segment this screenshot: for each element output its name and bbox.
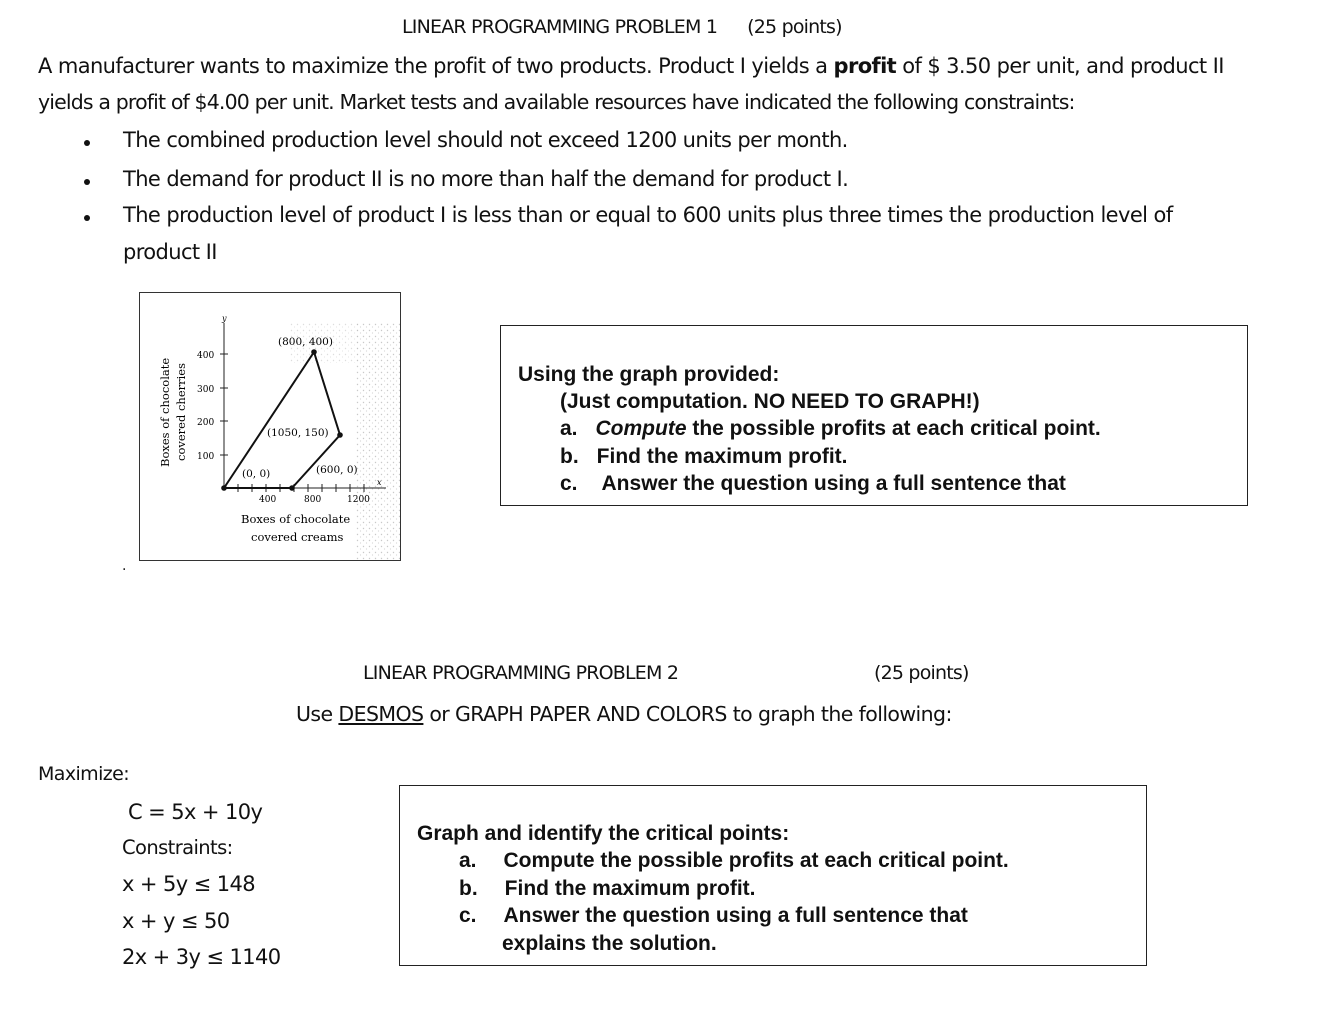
item-letter: b. (459, 877, 478, 900)
compute-emphasis: Compute (595, 417, 687, 440)
bullet-dot (84, 215, 90, 221)
box2-item-c: c. Answer the question using a full sentence that (459, 904, 968, 927)
feasible-region-graph (139, 292, 401, 561)
problem2-instruction-box (399, 785, 1147, 966)
item-letter: c. (459, 904, 477, 927)
vertex-label: (1050, 150) (267, 427, 329, 439)
problem1-points: (25 points) (747, 16, 842, 38)
constraint-bullet-3: The production level of product I is less than or equal to 600 units plus three times the production level of (123, 203, 1173, 227)
y-tick-label: 100 (197, 452, 215, 462)
y-tick-label: 300 (197, 385, 215, 395)
box2-item-a: a. Compute the possible profits at each critical point. (459, 849, 1009, 872)
x-tick-label: 800 (304, 495, 322, 505)
box1-heading: Using the graph provided: (518, 363, 780, 386)
y-axis-title: covered cherries (174, 362, 188, 461)
problem2-instructions: Use DESMOS or GRAPH PAPER AND COLORS to graph the following: (296, 702, 952, 726)
item-letter: b. (560, 445, 579, 468)
x-axis-title: covered creams (251, 530, 344, 544)
item-letter: c. (560, 472, 578, 495)
constraint-1: x + 5y ≤ 148 (122, 872, 255, 896)
problem1-intro-line2: yields a profit of $4.00 per unit. Market tests and available resources have indicated the following constraints: (38, 90, 1075, 114)
box1-item-c: c. Answer the question using a full sentence that (560, 472, 1066, 495)
problem1-instruction-box (500, 325, 1248, 506)
desmos-link[interactable]: DESMOS (338, 702, 424, 726)
box2-item-b: b. Find the maximum profit. (459, 877, 756, 900)
vertex-point (337, 432, 343, 438)
vertex-point (289, 485, 295, 491)
constraint-bullet-1: The combined production level should not exceed 1200 units per month. (123, 128, 848, 152)
constraint-bullet-3-cont: product II (123, 240, 217, 264)
y-axis-letter: y (222, 314, 227, 323)
box2-heading: Graph and identify the critical points: (417, 822, 790, 845)
problem1-intro-line1: A manufacturer wants to maximize the profit of two products. Product I yields a profit of $ 3.50 per unit, and product II (38, 54, 1224, 78)
x-tick-label: 1200 (347, 495, 370, 505)
box1-item-a: a. Compute the possible profits at each critical point. (560, 417, 1101, 440)
vertex-label: (800, 400) (278, 336, 333, 348)
stray-dot: . (122, 558, 127, 574)
bullet-dot (84, 179, 90, 185)
problem1-title: LINEAR PROGRAMMING PROBLEM 1 (25 points) (402, 16, 842, 38)
x-axis-letter: x (377, 478, 382, 487)
scan-texture (355, 323, 400, 560)
y-tick-label: 400 (197, 351, 215, 361)
profit-emphasis: profit (833, 54, 897, 78)
bullet-dot (84, 140, 90, 146)
item-letter: a. (459, 849, 477, 872)
vertex-label: (0, 0) (242, 468, 271, 480)
y-tick-label: 200 (197, 418, 215, 428)
objective-function: C = 5x + 10y (128, 800, 263, 824)
constraint-2: x + y ≤ 50 (122, 909, 230, 933)
x-axis-title: Boxes of chocolate (241, 512, 351, 526)
constraints-label: Constraints: (122, 836, 233, 859)
vertex-point (221, 485, 227, 491)
y-axis-title: Boxes of chocolate (158, 357, 172, 467)
problem2-points: (25 points) (874, 662, 969, 684)
vertex-label: (600, 0) (316, 464, 358, 476)
maximize-label: Maximize: (38, 763, 130, 785)
constraint-3: 2x + 3y ≤ 1140 (122, 945, 281, 969)
constraint-bullet-2: The demand for product II is no more than half the demand for product I. (123, 167, 849, 191)
problem2-title: LINEAR PROGRAMMING PROBLEM 2 (363, 662, 679, 684)
x-tick-label: 400 (259, 495, 277, 505)
item-letter: a. (560, 417, 578, 440)
box1-subheading: (Just computation. NO NEED TO GRAPH!) (560, 390, 980, 413)
box2-item-c-cont: explains the solution. (502, 932, 717, 955)
box1-item-b: b. Find the maximum profit. (560, 445, 848, 468)
vertex-point (311, 349, 317, 355)
graph-svg (140, 293, 400, 560)
